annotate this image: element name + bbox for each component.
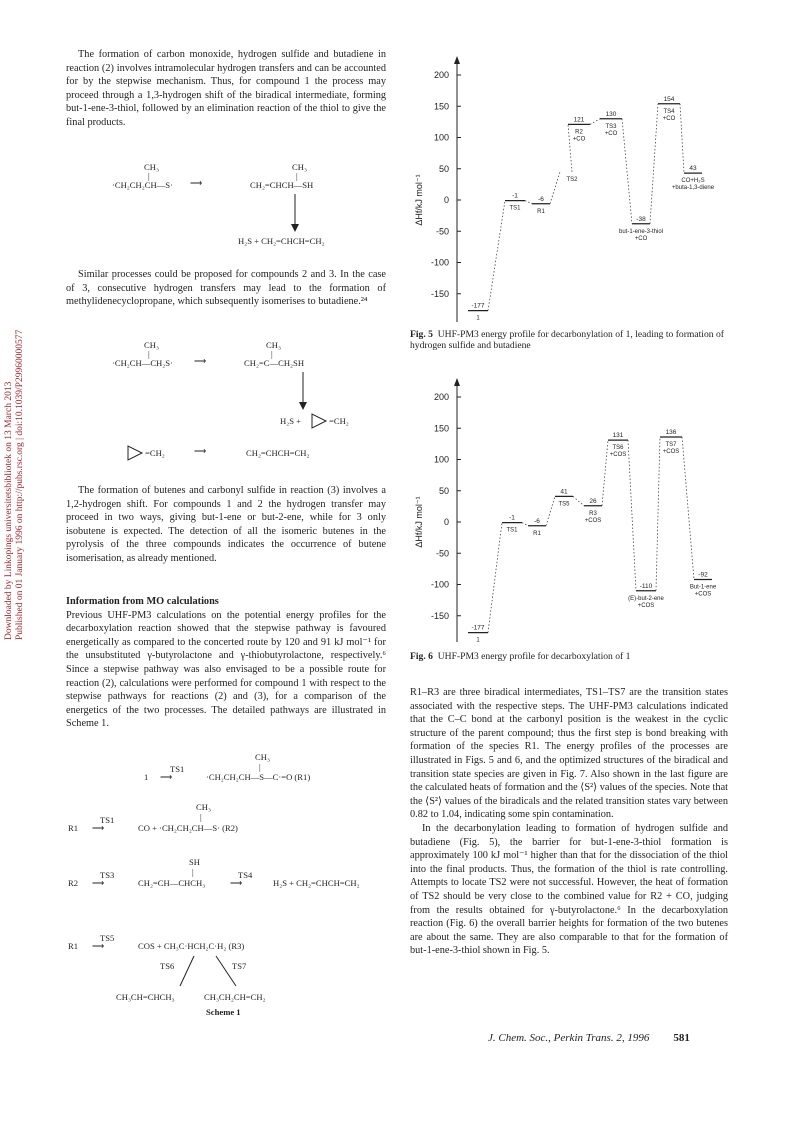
level-label: TS7 [665, 442, 677, 448]
level-label: +CO [634, 235, 648, 242]
connector [546, 496, 555, 525]
level-value: 41 [560, 488, 568, 496]
right-text [410, 686, 728, 958]
doi-link[interactable]: Published on 01 January 1996 on http://pubs.rsc.org | doi:10.1039/P29960000577 [15, 329, 25, 640]
level-label: TS1 [506, 527, 518, 534]
y-tick-label: -50 [435, 548, 449, 559]
level-label: +COS [609, 452, 627, 459]
level-value: 121 [573, 116, 585, 124]
s1-b-top: CH₃ [292, 162, 307, 172]
fig5-chart [410, 50, 740, 322]
scheme-1: 1 TS1 ⟶ CH₃ | ·CH₂CH₂CH—S—C·=O (R1) R1 TS1 ⟶ CH₃ | CO + ·CH₂CH₂CH—S· (R2) R2 TS3 ⟶ SH | CH₂=CH—CHCH₃ TS4 ⟶ H₂S + CH₂=CHCH=CH₂ R1 TS5 ⟶ COS + CH₃C·HCH₂C·H₂ (R3) TS6 TS7 CH₃CH=CHCH₃ CH₃CH₂CH=CH₂ Scheme 1 [68, 752, 360, 1017]
s2-a-top: CH₃ [144, 340, 159, 350]
y-tick-label: 200 [433, 70, 449, 80]
y-tick-label: 0 [443, 517, 449, 527]
y-tick-label: 200 [433, 392, 449, 402]
section-heading: Information from MO calculations [66, 596, 219, 607]
connector [550, 172, 560, 204]
scheme-r3: CH₂=CH—CHCH₃ [138, 878, 206, 888]
left-paragraph-1: The formation of carbon monoxide, hydrogen sulfide and butadiene in reaction (2) involves intramolecular hydrogen transfers and can be accounted for by the stepwise mechanism. Thus, for compound 1 the process may proceed through a 1,3-hydrogen shift of the biradical intermediate, forming but-1-ene-3-thiol, followed by an elimination reaction of the thiol to give the final products. [66, 49, 386, 128]
level-label: +COS [662, 449, 680, 455]
s1-a-top: CH₃ [144, 162, 159, 172]
s2-b: CH₂=C—CH₂SH [244, 358, 305, 368]
level-label: TS2 [566, 176, 578, 183]
level-label: R2 [575, 129, 583, 136]
connector [525, 201, 532, 204]
right-paragraph-1: R1–R3 are three biradical intermediates, TS1–TS7 are the transition states associated with the respective steps. The UHF-PM3 calculations indicated that the C–C bond at the carbonyl position is the weakest in the cyclic structure of the parent compound; thus the first step is bond breaking with formation of the species R1. The energy profiles of the processes are illustrated in Figs. 5 and 6, and the optimized structures of the biradical and transition state species are given in Fig. 7. Also shown in the last figure are the calculated heats of formation and the ⟨S²⟩ values of the species. Note that the ⟨S²⟩ values of the biradicals and the related transition states vary between 0.82 to 1.04, indicating some spin contamination. [410, 687, 728, 821]
y-tick-label: -100 [430, 257, 449, 268]
level-label: TS6 [612, 445, 624, 452]
fig5-caption: Fig. 5 UHF-PM3 energy profile for decarbonylation of 1, leading to formation of hydrogen sulfide and butadiene [410, 329, 724, 351]
y-axis-label: ΔHf/kJ mol⁻¹ [414, 496, 424, 548]
s2-down-arrow [298, 372, 308, 412]
level-label: TS3 [605, 123, 617, 130]
left-paragraph-3: The formation of butenes and carbonyl sulfide in reaction (3) involves a 1,2-hydrogen shift. For compounds 1 and 2 the hydrogen transfer may proceed in two ways, giving but-1-ene or but-2-ene, while for 3 only isobutene is expected. The detection of all the isomeric butenes in the pyrolysis of the three compounds indicates the occurrence of butene isomerisation, as already mentioned. [66, 485, 386, 564]
s2-d: =CH₂ [145, 448, 165, 458]
s1-b: CH₂=CHCH—SH [250, 180, 314, 190]
connector [628, 440, 636, 591]
level-value: -1 [509, 514, 515, 522]
level-value: 131 [612, 432, 624, 440]
s1-a: ·CH₂CH₂CH—S· [112, 180, 173, 190]
level-label: R1 [537, 208, 545, 215]
s2-c2: =CH₂ [329, 416, 349, 426]
s1-c: H₂S + CH₂=CHCH=CH₂ [238, 236, 325, 246]
connector [573, 496, 584, 505]
scheme-title: Scheme 1 [206, 1007, 241, 1017]
fig6-chart [410, 372, 740, 642]
y-axis-arrow [454, 378, 460, 386]
level-label: 1 [476, 315, 480, 322]
level-value: -6 [534, 517, 540, 525]
level-label: R1 [533, 530, 541, 537]
connector [656, 437, 660, 591]
level-value: -92 [698, 571, 708, 579]
level-label: but-1-ene-3-thiol [618, 228, 664, 235]
y-tick-label: 0 [443, 195, 449, 205]
level-value: 130 [605, 110, 617, 118]
level-value: -6 [538, 195, 544, 203]
level-label: +buta-1,3-diene [671, 185, 715, 192]
connector [602, 440, 608, 506]
level-label: 1 [476, 637, 480, 642]
level-label: TS4 [663, 108, 675, 115]
scheme-prod-a: CH₃CH=CHCH₃ [116, 992, 175, 1002]
y-tick-label: 100 [433, 132, 449, 143]
level-value: -38 [636, 215, 646, 223]
download-sidebar [0, 0, 30, 1131]
level-label: +COS [584, 517, 602, 524]
scheme-thiol: CH₃ | ·CH₂CH₂CH—S· ⟶ CH₃ | CH₂=CHCH—SH H₂S + CH₂=CHCH=CH₂ [112, 162, 325, 246]
level-value: -110 [639, 582, 653, 590]
left-paragraph-4: Previous UHF-PM3 calculations on the potential energy profiles for the decarboxylation reaction showed that the stepwise pathway is favoured energetically as compared to the concerted route by 120 and 91 kJ mol⁻¹ for the unsubstituted γ-butyrolactone and γ-thiobutyrolactone, respectively.⁶ Since a stepwise pathway was also envisaged to be a possible route for reaction (2), calculations were performed for compound 1 with respect to the stepwise pathways for reactions (2) and (3), for a comparison of the energetics of the two processes. The detailed pathways are illustrated in Scheme 1. [66, 609, 386, 730]
fig6-caption: Fig. 6 UHF-PM3 energy profile for decarboxylation of 1 [410, 651, 631, 662]
right-paragraph-2: In the decarbonylation leading to formation of hydrogen sulfide and butadiene (Fig. 5), the barrier for but-1-ene-3-thiol formation is approximately 100 kJ mol⁻¹ higher than that for the dissociation of the thiol into the final products. Thus, the formation of the thiol is rate controlling. Attempts to locate TS2 were not successful. However, the heat of formation of TS2 should be very close to the combined value for R2 + CO, judging from the results obtained for γ-butyrolactone.⁶ In the decarboxylation reaction (Fig. 6) the overall barrier heights for formation of the two butenes are about the same. They are also comparable to that for the formation of but-1-ene-3-thiol shown in Fig. 5. [410, 822, 728, 957]
download-notice: Downloaded by Linkopings universitetsbibliotek on 13 March 2013 [4, 381, 14, 640]
scheme-r3-end: H₂S + CH₂=CHCH=CH₂ [273, 878, 360, 888]
level-label: +CO [604, 130, 618, 137]
level-value: 26 [589, 497, 597, 505]
s1-down-arrow [290, 194, 300, 234]
connector [488, 523, 502, 633]
connector [650, 104, 658, 224]
s2-b-top: CH₃ [266, 340, 281, 350]
y-tick-label: -150 [430, 288, 449, 299]
y-tick-label: 100 [433, 454, 449, 465]
s2-c: H₂S + [280, 416, 301, 426]
y-tick-label: 50 [438, 163, 449, 174]
level-value: -177 [471, 302, 485, 310]
level-label: +CO [572, 136, 586, 143]
s2-e: CH₂=CHCH=CH₂ [246, 448, 310, 458]
y-tick-label: -50 [435, 226, 449, 237]
connector [682, 437, 694, 580]
connector [590, 119, 600, 125]
level-value: 43 [689, 165, 697, 173]
scheme-r1: ·CH₂CH₂CH—S—C·=O (R1) [206, 772, 311, 782]
level-label: (E)-but-2-ene [628, 595, 664, 602]
y-tick-label: 150 [433, 101, 449, 112]
level-value: -177 [471, 624, 485, 632]
scheme-cyclopropane: CH₃ | ·CH₂CH—CH₂S· ⟶ CH₃ | CH₂=C—CH₂SH H₂S + =CH₂ =CH₂ ⟶ CH₂=CHCH=CH₂ [66, 340, 386, 465]
scheme-prod-b: CH₃CH₂CH=CH₂ [204, 992, 266, 1002]
scheme-r4: COS + CH₃C·HCH₂C·H₂ (R3) [138, 941, 245, 951]
y-axis-arrow [454, 56, 460, 64]
level-value: 136 [665, 429, 677, 436]
page-number: 581 [673, 1032, 690, 1044]
mo-section [66, 595, 386, 731]
level-label: R3 [589, 510, 597, 517]
y-tick-label: 150 [433, 423, 449, 434]
level-label: +CO [662, 115, 676, 122]
level-label: +COS [694, 591, 712, 598]
connector [622, 119, 632, 224]
connector [680, 104, 684, 173]
y-tick-label: -150 [430, 610, 449, 621]
y-tick-label: -100 [430, 579, 449, 590]
connector [488, 201, 505, 311]
s2-a: ·CH₂CH—CH₂S· [112, 358, 173, 368]
connector [522, 523, 528, 526]
level-label: TS1 [509, 205, 521, 212]
left-paragraph-2: Similar processes could be proposed for compounds 2 and 3. In the case of 3, consecutive hydrogen transfers may lead to the formation of methylidenecyclopropane, which subsequently isomerises to butadiene.²⁴ [66, 269, 386, 308]
scheme-r2: CO + ·CH₂CH₂CH—S· (R2) [138, 823, 238, 833]
level-label: But-1-ene [689, 584, 717, 591]
level-label: TS5 [558, 501, 570, 508]
page-footer [488, 1032, 690, 1044]
y-axis-label: ΔHf/kJ mol⁻¹ [414, 174, 424, 226]
journal-citation: J. Chem. Soc., Perkin Trans. 2, 1996 [488, 1032, 650, 1044]
level-value: 154 [663, 95, 675, 103]
connector [568, 124, 572, 172]
y-tick-label: 50 [438, 485, 449, 496]
level-label: +COS [637, 602, 655, 609]
branch-arrows [176, 954, 246, 990]
level-value: -1 [512, 192, 518, 200]
level-label: CO+H₂S [681, 178, 705, 185]
